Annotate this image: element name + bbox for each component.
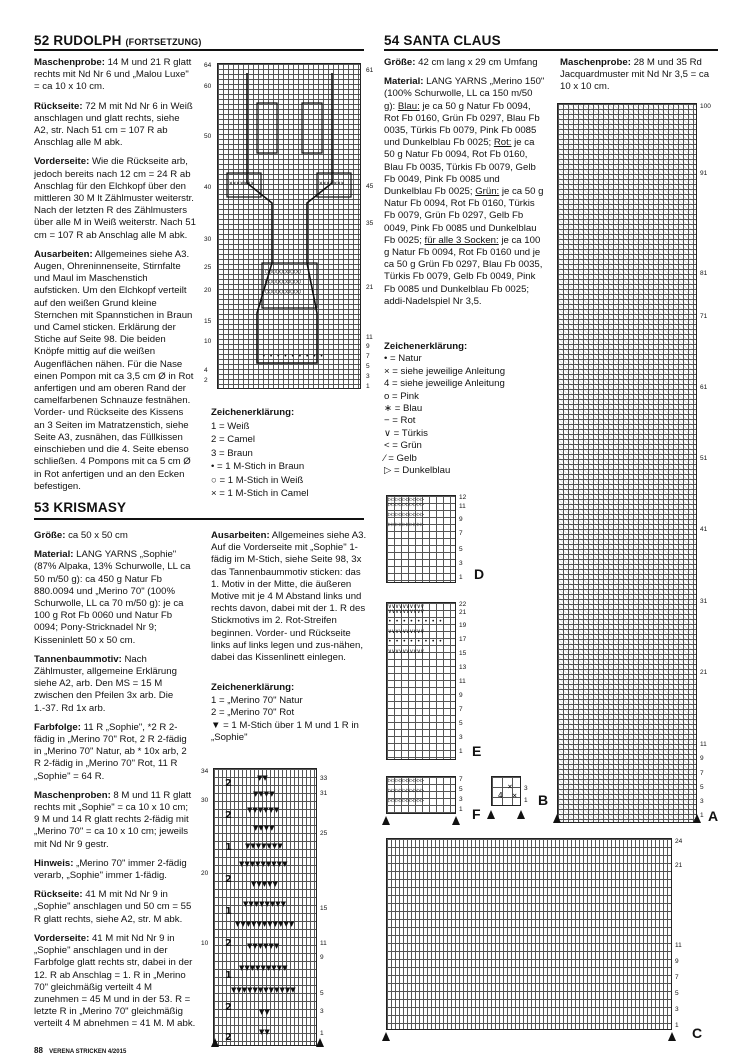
svg-text:2: 2 <box>225 1032 232 1043</box>
svg-text:▼▼: ▼▼ <box>259 1028 270 1036</box>
chart-f-row-1: 1 <box>459 806 463 813</box>
chart-f-arrow-left <box>382 816 390 825</box>
section-53-title: 53 KRISMASY <box>34 500 127 515</box>
chart-a-row-3: 3 <box>700 798 704 805</box>
chart-d-row-1: 1 <box>459 574 463 581</box>
chart-a-row-71: 71 <box>700 313 708 320</box>
chart-b-arrow-left <box>487 810 495 819</box>
krismasy-arrow-right <box>316 1038 324 1047</box>
rudolph-row-61: 61 <box>366 67 374 74</box>
rudolph-row-35: 35 <box>366 220 374 227</box>
rudolph-row-4: 4 <box>204 367 208 374</box>
chart-e-row-1: 1 <box>459 748 463 755</box>
chart-f-row-7: 7 <box>459 776 463 783</box>
chart-c-row-11: 11 <box>675 942 682 949</box>
rudolph-legend-title: Zeichenerklärung: <box>211 407 295 418</box>
santa-legend-item: o = Pink <box>384 390 419 402</box>
krismasy-row-9: 9 <box>320 954 324 961</box>
svg-text:○○○○○○○○○○: ○○○○○○○○○○ <box>265 268 302 275</box>
santa-legend-item: • = Natur <box>384 353 422 365</box>
page-footer <box>34 1046 126 1055</box>
rudolph-row-15: 15 <box>204 318 212 325</box>
chart-c-row-24: 24 <box>675 838 683 845</box>
chart-c-row-9: 9 <box>675 958 679 965</box>
santa-legend-item: − = Rot <box>384 415 416 427</box>
rudolph-row-9: 9 <box>366 343 370 350</box>
rudolph-row-10: 10 <box>204 338 212 345</box>
rudolph-row-64: 64 <box>204 62 212 69</box>
magazine-name: VERENA STRICKEN 4/2015 <box>49 1049 127 1055</box>
chart-e-row-5: 5 <box>459 720 463 727</box>
chart-d-row-7: 7 <box>459 530 463 537</box>
chart-e-row-19: 19 <box>459 622 467 629</box>
chart-e-row-15: 15 <box>459 650 467 657</box>
section-52-rule <box>34 49 364 51</box>
chart-a-row-9: 9 <box>700 755 704 762</box>
krismasy-ausarbeiten: Ausarbeiten: Allgemeines siehe A3. Auf die Vorderseite mit „Sophie" 1-fädig im M-Stich, siehe Seite 98, 3x das Tannenbaummotiv sticken: das 1. Motiv in der Mitte, die äußeren Motive mit je 4 M Abstand links und rechts davon, dabei mit der 1. R des Stickmotivs im 2. Rot-Streifen beginnen. Vorder- und Rückseite links auf links legen und zus-nähen, dabei das Kissenlinett einlegen. <box>211 530 367 664</box>
chart-a-row-5: 5 <box>700 784 704 791</box>
svg-text:○○○○○○○○○○: ○○○○○○○○○○ <box>265 288 302 295</box>
chart-a-row-1: 1 <box>700 812 704 819</box>
krismasy-legend-item: 1 = „Merino 70" Natur <box>211 694 303 706</box>
section-54-title: 54 SANTA CLAUS <box>384 33 501 48</box>
krismasy-row-3: 3 <box>320 1008 324 1015</box>
rudolph-row-3: 3 <box>366 373 370 380</box>
chart-a-arrow-right <box>693 814 701 823</box>
chart-d-label: D <box>474 566 485 582</box>
krismasy-row-5: 5 <box>320 990 324 997</box>
svg-text:▼▼▼▼▼▼▼▼: ▼▼▼▼▼▼▼▼ <box>243 900 287 908</box>
santa-legend-title: Zeichenerklärung: <box>384 341 468 352</box>
svg-text:▼▼▼▼▼▼▼: ▼▼▼▼▼▼▼ <box>245 842 283 850</box>
rudolph-row-60: 60 <box>204 83 212 90</box>
chart-e-row-11: 11 <box>459 678 466 685</box>
krismasy-instructions: Größe: ca 50 x 50 cm Material: LANG YARNS „Sophie" (87% Alpaka, 13% Schurwolle, LL ca 50 m/50 g): ca 450 g Natur Fb 880.0094 und „Merino 70" (100% Schurwolle, LL ca 70 m/50 g): je ca 100 g Rot Fb 0060 und Natur Fb 0094; Pony-Stricknadel Nr 9; Kisseninlett 50 x 50 cm. Tannenbaummotiv: Nach Zählmuster, allgemeine Erklärung siehe A2, arb. Den MS = 15 M zwischen den Pfeilen 3x arb. Die 1.-37. Rd 1x arb. Farbfolge: 11 R „Sophie", *2 R 2-fädig in „Merino 70" Rot, 2 R 2-fädig in „Merino 70" Natur, ab * 10x arb, 2 R 2-fädig in „Merino 70" Rot, 11 R „Sophie" = 64 R. Maschenproben: 8 M und 11 R glatt rechts mit „Sophie" = ca 10 x 10 cm; 9 M und 14 R glatt rechts 2-fädig mit „Merino 70" = ca 10 x 10 cm; jeweils mit Nd Nr 9 gestr. Hinweis: „Merino 70" immer 2-fädig verarb, „Sophie" immer 1-fädig. Rückseite: 41 M mit Nd Nr 9 in „Sophie" anschlagen und 50 cm = 55 R glatt rechts, siehe A2, str. M abk. Vorderseite: 41 M mit Nd Nr 9 in „Sophie" anschlagen und in der Farbfolge glatt rechts str, dabei in der 12. R ab Anschlag = 1. R in „Merino 70" gleichmäßig verteilt 4 M zunehmen = 45 M und in der 53. R = letzte R in „Merino 70" gleichmäßig verteilt 4 M abnehmen = 41 M. M abk. <box>34 530 196 1030</box>
rudolph-instructions: Maschenprobe: 14 M und 21 R glatt rechts mit Nd Nr 6 und „Malou Luxe" = ca 10 x 10 cm. Rückseite: 72 M mit Nd Nr 6 in Weiß anschlagen und glatt rechts, siehe A2, str. Nach 51 cm = 107 R ab Anschlag alle M abk. Vorderseite: Wie die Rückseite arb, jedoch bereits nach 12 cm = 24 R ab Anschlag für den Elchkopf über den mittleren 30 M lt Zählmuster weiterstr. Nach der letzten R des Zählmusters über alle M in Weiß weiterstr. Nach 51 cm = 107 R ab Anschlag alle M abk. Ausarbeiten: Allgemeines siehe A3. Augen, Ohreninnenseite, Stirnfalte und Maul im Maschenstich aufsticken. Um den Elchkopf verteilt auf den weißen Grund kleine Sternchen mit Spannstichen in Braun und Camel sticken. Erklärung der Stiche auf Seite 98. Die beiden Knöpfe mittig auf die weißen Augenflächen nähen. Für die Nase einen Pompon mit ca 3,5 cm Ø in Rot anfertigen und am oberen Rand der camelfarbenen Schnauze festnähen. Vorder- und Rückseite des Kissens an 3 Seiten im Matratzenstich, siehe Seite A3, zusnähen, das Füllkissen einschieben und die 4. Seite ebenso schließen. 4 Pompons mit ca 5 cm Ø in Rot anfertigen und an den Ecken befestigen. <box>34 57 196 492</box>
svg-text:×××××××: ××××××× <box>229 180 255 187</box>
chart-d-row-11: 11 <box>459 503 466 510</box>
chart-e-motif: ∨∨∨∨∨∨∨∨∨∨ ∨∨∨∨∨∨∨∨∨∨ • • • • • • • • ∨∨∨∨∨∨∨∨∨∨ • • • • • • • • ∨∨∨∨∨∨∨∨∨∨ <box>388 604 443 654</box>
chart-e-label: E <box>472 743 482 759</box>
svg-text:2: 2 <box>225 778 232 789</box>
santa-legend-item: ∗ = Blau <box>384 403 423 415</box>
santa-legend-item: ⁄ = Gelb <box>384 452 417 464</box>
rudolph-row-45: 45 <box>366 183 374 190</box>
krismasy-row-31: 31 <box>320 790 328 797</box>
svg-text:2: 2 <box>225 810 232 821</box>
svg-text:▼▼▼▼▼▼▼▼▼▼▼▼: ▼▼▼▼▼▼▼▼▼▼▼▼ <box>231 986 296 994</box>
chart-a-row-81: 81 <box>700 270 708 277</box>
rudolph-row-50: 50 <box>204 133 212 140</box>
rudolph-row-5: 5 <box>366 363 370 370</box>
rudolph-legend-item: × = 1 M-Stich in Camel <box>211 488 309 499</box>
krismasy-row-25: 25 <box>320 830 328 837</box>
chart-a-row-41: 41 <box>700 526 708 533</box>
chart-a-arrow-left <box>553 814 561 823</box>
rudolph-row-11: 11 <box>366 334 373 341</box>
chart-b-row-1: 1 <box>524 797 528 804</box>
chart-a-row-51: 51 <box>700 455 708 462</box>
svg-text:1: 1 <box>225 970 232 981</box>
svg-text:1: 1 <box>225 842 232 853</box>
rudolph-legend-item: 1 = Weiß <box>211 420 250 432</box>
santa-maschenprobe: Maschenprobe: 28 M und 35 Rd Jacquardmuster mit Nd Nr 3,5 = ca 10 x 10 cm. <box>560 57 710 93</box>
rudolph-legend-item: ○ = 1 M-Stich in Weiß <box>211 474 304 486</box>
santa-legend-item: ∨ = Türkis <box>384 427 428 439</box>
rudolph-legend <box>211 406 371 501</box>
krismasy-row-11: 11 <box>320 940 327 947</box>
krismasy-tree-motif <box>213 768 317 1046</box>
svg-text:• • • • • • • • •: • • • • • • • • • <box>262 353 324 360</box>
chart-c-label: C <box>692 1025 703 1041</box>
santa-chart-a <box>557 103 697 823</box>
chart-d-row-12: 12 <box>459 494 467 501</box>
svg-text:2: 2 <box>225 938 232 949</box>
santa-instructions: Größe: 42 cm lang x 29 cm Umfang Material: LANG YARNS „Merino 150" (100% Schurwolle, LL ca 150 m/50 g): Blau: je ca 50 g Natur Fb 0094, Rot Fb 0160, Grün Fb 0297, Blau Fb 0035, Türkis Fb 0079, Pink Fb 0085 und Dunkelblau Fb 0025; Rot: je ca 50 g Natur Fb 0094, Rot Fb 0160, Blau Fb 0035, Türkis Fb 0079, Gelb Fb 0049, Pink Fb 0085 und Dunkelblau Fb 0025; Grün: je ca 50 g Natur Fb 0094, Rot Fb 0160, Türkis Fb 0079, Grün Fb 0297, Gelb Fb 0049, Pink Fb 0085 und Dunkelblau Fb 0025; für alle 3 Socken: je ca 100 g Natur Fb 0094, Rot Fb 0160 und je ca 50 g Grün Fb 0297, Blau Fb 0035, Türkis Fb 0079, Gelb Fb 0049, Pink Fb 0085 und Dunkelblau Fb 0025; addi-Nadelspiel Nr 3,5. <box>384 57 545 307</box>
rudolph-row-25: 25 <box>204 264 212 271</box>
chart-c-row-5: 5 <box>675 990 679 997</box>
chart-a-row-11: 11 <box>700 741 707 748</box>
rudolph-legend-item: 2 = Camel <box>211 434 255 445</box>
svg-text:▼▼▼▼▼▼: ▼▼▼▼▼▼ <box>247 806 280 814</box>
chart-c-row-7: 7 <box>675 974 679 981</box>
krismasy-legend-item: ▼ = 1 M-Stich über 1 M und 1 R in „Sophie" <box>211 719 359 743</box>
chart-b-arrow-right <box>517 810 525 819</box>
santa-chart-c <box>386 838 672 1030</box>
section-52-title: 52 RUDOLPH (FORTSETZUNG) <box>34 33 202 48</box>
chart-a-row-7: 7 <box>700 770 704 777</box>
section-53-rule <box>34 518 364 520</box>
svg-text:▼▼: ▼▼ <box>259 1008 270 1016</box>
rudolph-motif-outline <box>217 63 361 389</box>
chart-d-row-5: 5 <box>459 546 463 553</box>
krismasy-row-30: 30 <box>201 797 209 804</box>
krismasy-row-10: 10 <box>201 940 209 947</box>
krismasy-legend-item: 2 = „Merino 70" Rot <box>211 707 295 718</box>
svg-text:○○○○○○○○○○: ○○○○○○○○○○ <box>265 278 302 285</box>
chart-e-row-3: 3 <box>459 734 463 741</box>
rudolph-row-7: 7 <box>366 353 370 360</box>
krismasy-legend-title: Zeichenerklärung: <box>211 682 295 693</box>
chart-e-row-22: 22 <box>459 601 467 608</box>
krismasy-row-34: 34 <box>201 768 209 775</box>
rudolph-row-20: 20 <box>204 287 212 294</box>
chart-c-row-21: 21 <box>675 862 683 869</box>
chart-c-arrow-right <box>668 1032 676 1041</box>
krismasy-arrow-left <box>211 1038 219 1047</box>
svg-text:2: 2 <box>225 874 232 885</box>
santa-legend-item: 4 = siehe jeweilige Anleitung <box>384 378 505 390</box>
chart-d-motif: ▷▷▷▷▷▷▷▷▷▷ ▷▷▷▷▷▷▷▷▷▷ ▷▷▷▷▷▷▷▷▷▷ ▷▷▷▷▷▷▷▷▷▷ <box>388 497 425 527</box>
svg-text:2: 2 <box>225 1002 232 1013</box>
page-number: 88 <box>34 1046 43 1055</box>
chart-a-label: A <box>708 808 719 824</box>
svg-text:▼▼▼▼: ▼▼▼▼ <box>253 824 275 832</box>
section-54-rule <box>384 49 718 51</box>
krismasy-legend <box>211 682 369 745</box>
krismasy-row-15: 15 <box>320 905 328 912</box>
krismasy-row-33: 33 <box>320 775 328 782</box>
rudolph-row-40: 40 <box>204 184 212 191</box>
chart-f-label: F <box>472 806 481 822</box>
chart-a-row-100: 100 <box>700 103 711 110</box>
chart-e-row-13: 13 <box>459 664 467 671</box>
chart-d-row-9: 9 <box>459 516 463 523</box>
chart-d-row-3: 3 <box>459 560 463 567</box>
rudolph-row-2: 2 <box>204 377 208 384</box>
svg-text:▼▼▼▼▼▼▼▼▼: ▼▼▼▼▼▼▼▼▼ <box>239 964 288 972</box>
rudolph-row-21: 21 <box>366 284 374 291</box>
svg-text:▼▼▼▼▼▼▼▼▼: ▼▼▼▼▼▼▼▼▼ <box>239 860 288 868</box>
santa-legend-item: < = Grün <box>384 440 422 452</box>
rudolph-legend-item: 3 = Braun <box>211 447 253 459</box>
chart-f-arrow-right <box>452 816 460 825</box>
chart-e-row-17: 17 <box>459 636 467 643</box>
svg-text:▼▼: ▼▼ <box>257 774 268 782</box>
santa-legend-item: × = siehe jeweilige Anleitung <box>384 365 506 377</box>
svg-text:▼▼▼▼▼▼: ▼▼▼▼▼▼ <box>247 942 280 950</box>
chart-b-label: B <box>538 792 549 808</box>
chart-e-row-7: 7 <box>459 706 463 713</box>
santa-legend <box>384 341 549 477</box>
svg-text:▼▼▼▼▼: ▼▼▼▼▼ <box>251 880 278 888</box>
chart-f-row-5: 5 <box>459 786 463 793</box>
chart-e-row-21: 21 <box>459 609 467 616</box>
chart-b-motif: × 4 × <box>493 782 518 800</box>
chart-a-row-91: 91 <box>700 170 708 177</box>
chart-a-row-61: 61 <box>700 384 708 391</box>
rudolph-row-30: 30 <box>204 236 212 243</box>
rudolph-row-1: 1 <box>366 383 370 390</box>
chart-b-row-3: 3 <box>524 785 528 792</box>
svg-text:▼▼▼▼: ▼▼▼▼ <box>253 790 275 798</box>
krismasy-row-1: 1 <box>320 1030 324 1037</box>
chart-c-row-3: 3 <box>675 1006 679 1013</box>
chart-c-arrow-left <box>382 1032 390 1041</box>
chart-e-row-9: 9 <box>459 692 463 699</box>
svg-text:▼▼▼▼▼▼▼▼▼▼▼: ▼▼▼▼▼▼▼▼▼▼▼ <box>235 920 295 928</box>
chart-c-row-1: 1 <box>675 1022 679 1029</box>
krismasy-row-20: 20 <box>201 870 209 877</box>
chart-f-motif: ▷▷▷▷▷▷▷▷▷▷ ▷▷▷▷▷▷▷▷▷▷ ▷▷▷▷▷▷▷▷▷▷ <box>388 778 425 803</box>
svg-text:1: 1 <box>225 906 232 917</box>
rudolph-legend-item: • = 1 M-Stich in Braun <box>211 461 305 472</box>
chart-a-row-31: 31 <box>700 598 708 605</box>
santa-legend-item: ▷ = Dunkelblau <box>384 465 451 477</box>
chart-a-row-21: 21 <box>700 669 708 676</box>
svg-text:×××××××: ××××××× <box>319 180 345 187</box>
chart-f-row-3: 3 <box>459 796 463 803</box>
